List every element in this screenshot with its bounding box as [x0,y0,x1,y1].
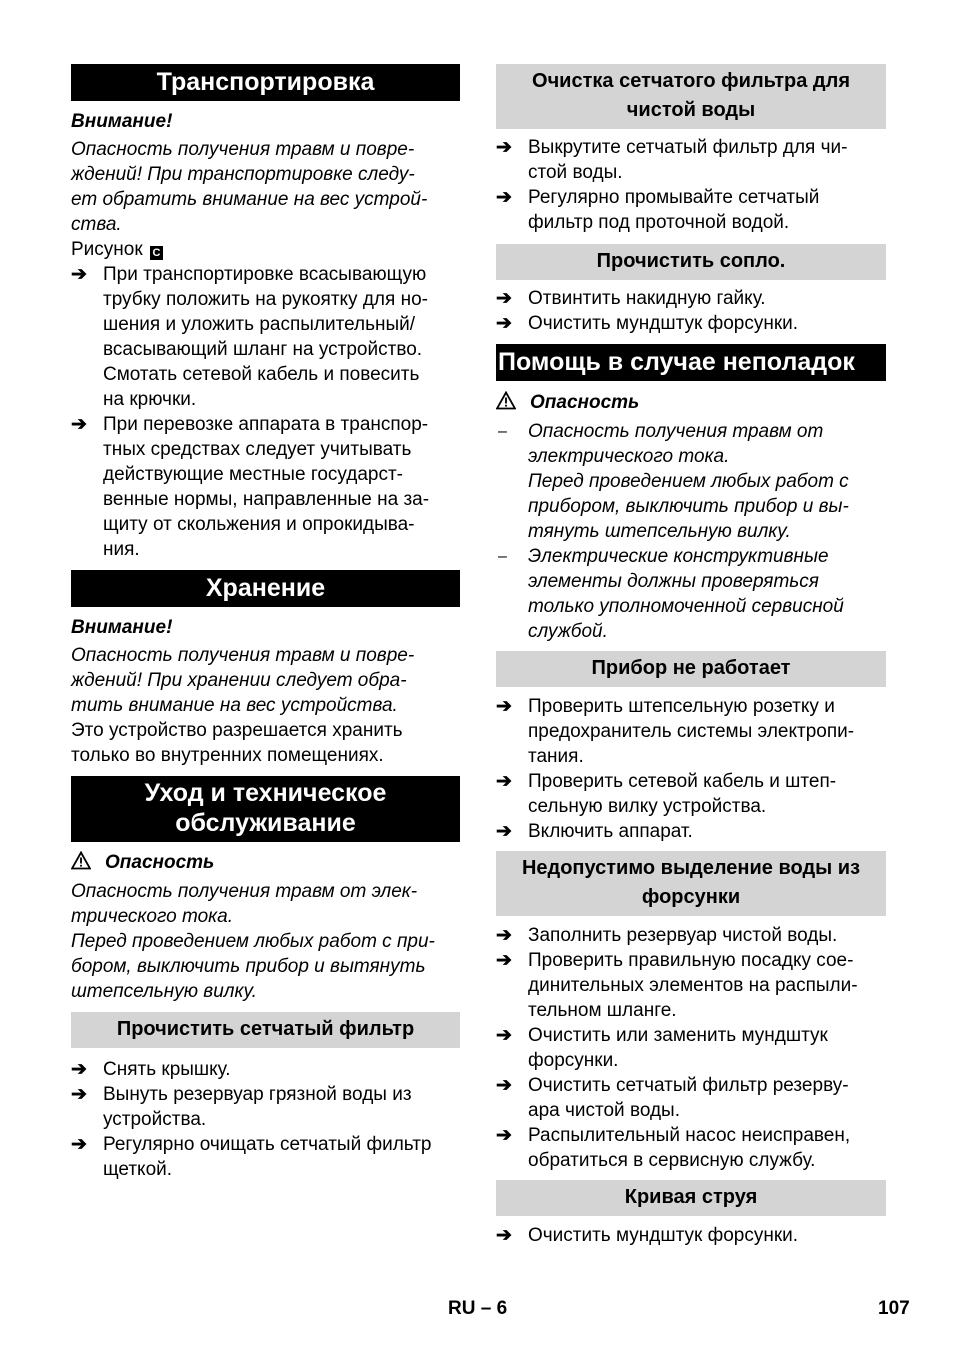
figure-letter-box: C [150,246,163,260]
no-water-list [496,923,886,1173]
text-line: тания. [528,746,584,767]
text-line: Очистить или заменить мундштук [528,1025,828,1046]
arrow-right-icon: ➔ [496,771,512,792]
text-line: ства. [71,214,122,235]
text-line: щиту от скольжения и опрокидыва- [103,514,415,535]
text-line: Отвинтить накидную гайку. [528,288,766,309]
text-line: на крючки. [103,389,197,410]
text-line: устройства. [103,1109,207,1130]
list-item [496,286,886,311]
text-line: трического тока. [71,906,233,927]
arrow-right-icon: ➔ [496,1025,512,1046]
list-item [71,262,460,412]
text-line: Проверить правильную посадку сое- [528,950,854,971]
list-item-text [528,771,836,817]
text-line: форсунки. [528,1050,619,1071]
heading-nozzle: Прочистить сопло. [496,244,886,280]
list-item-text [103,264,428,410]
heading-crooked: Кривая струя [496,1180,886,1216]
text-line: всасывающий шланг на устройство. [103,339,423,360]
danger-line [71,850,460,875]
danger-label: Опасность [530,392,640,413]
text-line: фильтр под проточной водой. [528,212,790,233]
text-line: стой воды. [528,162,623,183]
text-line: Снять крышку. [103,1059,231,1080]
list-item [496,135,886,185]
text-line: обслуживание [175,809,356,837]
text-line: Опасность получения травм от элек- [71,881,418,902]
heading-transport: Транспортировка [71,64,460,101]
arrow-right-icon: ➔ [496,137,512,158]
arrow-right-icon: ➔ [496,1125,512,1146]
arrow-right-icon: ➔ [496,925,512,946]
storage-warning [71,643,460,718]
list-item-text [528,1025,828,1071]
text-line: Опасность получения травм от [528,421,824,442]
page-label: RU – 6 [448,1298,508,1319]
text-line: Перед проведением любых работ с [528,471,849,492]
arrow-right-icon: ➔ [496,288,512,309]
list-item [496,185,886,235]
text-line: Очистка сетчатого фильтра для [532,70,850,92]
arrow-right-icon: ➔ [496,950,512,971]
text-line: тельном шланге. [528,1000,677,1021]
list-item [496,769,886,819]
text-line: Распылительный насос неисправен, [528,1125,851,1146]
list-item-text [528,950,858,1021]
warning-triangle-icon [496,391,516,417]
list-item [496,544,886,644]
list-item [71,1132,460,1182]
text-line: ара чистой воды. [528,1100,680,1121]
attention-label: Внимание! [71,617,173,638]
text-line: Проверить сетевой кабель и штеп- [528,771,837,792]
storage-text [71,718,460,768]
text-line: только уполномоченной сервисной [528,596,844,617]
list-item-text [528,288,766,309]
text-line: Выкрутите сетчатый фильтр для чи- [528,137,848,158]
text-line: службой. [528,621,608,642]
text-line: Перед проведением любых работ с при- [71,931,435,952]
heading-no-water [496,851,886,916]
text-line: Регулярно очищать сетчатый фильтр [103,1134,432,1155]
list-item-text [528,421,849,542]
text-line: предохранитель системы электропи- [528,721,855,742]
trouble-dash-list [496,419,886,644]
arrow-right-icon: ➔ [71,1084,87,1105]
arrow-right-icon: ➔ [71,1134,87,1155]
list-item-text [528,821,693,842]
list-item [496,1073,886,1123]
text-line: Включить аппарат. [528,821,693,842]
dash-bullet-icon: – [498,423,507,440]
text-line: трубку положить на рукоятку для но- [103,289,428,310]
text-line: электрического тока. [528,446,730,467]
arrow-right-icon: ➔ [496,1075,512,1096]
list-item [71,1082,460,1132]
list-item-text [528,1075,849,1121]
list-item [496,1123,886,1173]
text-line: При транспортировке всасывающую [103,264,427,285]
text-line: Уход и техническое [144,779,387,807]
figure-reference [71,237,460,262]
right-column [496,64,886,1248]
text-line: венные нормы, направленные на за- [103,489,430,510]
text-line: Очистить сетчатый фильтр резерву- [528,1075,849,1096]
text-line: Вынуть резервуар грязной воды из [103,1084,412,1105]
left-column [71,64,460,1182]
text-line: тянуть штепсельную вилку. [528,521,791,542]
text-line: форсунки [641,886,741,908]
list-item-text [103,1084,412,1130]
text-line: бором, выключить прибор и вытянуть [71,956,426,977]
text-line: тных средствах следует учитывать [103,439,412,460]
heading-care [71,776,460,842]
list-item [496,1223,886,1248]
text-line: ет обратить внимание на вес устрой- [71,189,428,210]
danger-label: Опасность [105,852,215,873]
figure-label: Рисунок [71,239,143,260]
list-item [496,948,886,1023]
page-number: 107 [878,1298,910,1319]
list-item-text [103,1059,231,1080]
text-line: чистой воды [626,99,756,121]
arrow-right-icon: ➔ [71,1059,87,1080]
dash-bullet-icon: – [498,548,507,565]
warning-triangle-icon [71,851,91,877]
heading-filter: Прочистить сетчатый фильтр [71,1012,460,1048]
text-line: тить внимание на вес устройства. [71,695,398,716]
list-item [496,923,886,948]
heading-trouble: Помощь в случае неполадок [496,344,886,381]
list-item-text [528,696,854,767]
arrow-right-icon: ➔ [496,1225,512,1246]
list-item-text [528,925,837,946]
text-line: Опасность получения травм и повре- [71,139,415,160]
list-item-text [103,1134,431,1180]
list-item [496,311,886,336]
text-line: сельную вилку устройства. [528,796,767,817]
text-line: Электрические конструктивные [528,546,829,567]
clean-filter-list [496,135,886,235]
text-line: При перевозке аппарата в транспор- [103,414,429,435]
list-item-text [528,1125,850,1171]
text-line: Это устройство разрешается хранить [71,720,403,741]
transport-warning [71,137,460,237]
text-line: ждений! При транспортировке следу- [71,164,415,185]
arrow-right-icon: ➔ [496,696,512,717]
text-line: элементы должны проверяться [528,571,819,592]
list-item [71,412,460,562]
arrow-right-icon: ➔ [71,414,87,435]
list-item-text [528,313,798,334]
text-line: ждений! При хранении следует обра- [71,670,407,691]
arrow-right-icon: ➔ [496,821,512,842]
list-item [496,419,886,544]
text-line: действующие местные государст- [103,464,404,485]
text-line: прибором, выключить прибор и вы- [528,496,849,517]
text-line: штепсельную вилку. [71,981,257,1002]
text-line: только во внутренних помещениях. [71,745,384,766]
list-item [496,694,886,769]
text-line: Недопустимо выделение воды из [521,857,861,879]
transport-list [71,262,460,562]
list-item-text [528,137,847,183]
text-line: Опасность получения травм и повре- [71,645,415,666]
text-line: Очистить мундштук форсунки. [528,1225,799,1246]
heading-storage: Хранение [71,570,460,607]
text-line: обратиться в сервисную службу. [528,1150,816,1171]
care-danger-text [71,879,460,1004]
text-line: шения и уложить распылительный/ [103,314,416,335]
attention-label: Внимание! [71,111,173,132]
list-item-text [103,414,429,560]
crooked-list [496,1223,886,1248]
list-item-text [528,1225,798,1246]
list-item-text [528,546,844,642]
arrow-right-icon: ➔ [496,313,512,334]
arrow-right-icon: ➔ [496,187,512,208]
filter-list [71,1057,460,1182]
text-line: Смотать сетевой кабель и повесить [103,364,420,385]
danger-line [496,390,886,415]
text-line: Заполнить резервуар чистой воды. [528,925,838,946]
list-item [496,1023,886,1073]
text-line: ния. [103,539,140,560]
list-item [496,819,886,844]
nozzle-list [496,286,886,336]
not-working-list [496,694,886,844]
arrow-right-icon: ➔ [71,264,87,285]
heading-not-working: Прибор не работает [496,651,886,687]
heading-clean-filter [496,64,886,129]
text-line: Регулярно промывайте сетчатый [528,187,820,208]
list-item [71,1057,460,1082]
text-line: щеткой. [103,1159,173,1180]
list-item-text [528,187,819,233]
text-line: Очистить мундштук форсунки. [528,313,799,334]
text-line: Проверить штепсельную розетку и [528,696,835,717]
text-line: динительных элементов на распыли- [528,975,858,996]
